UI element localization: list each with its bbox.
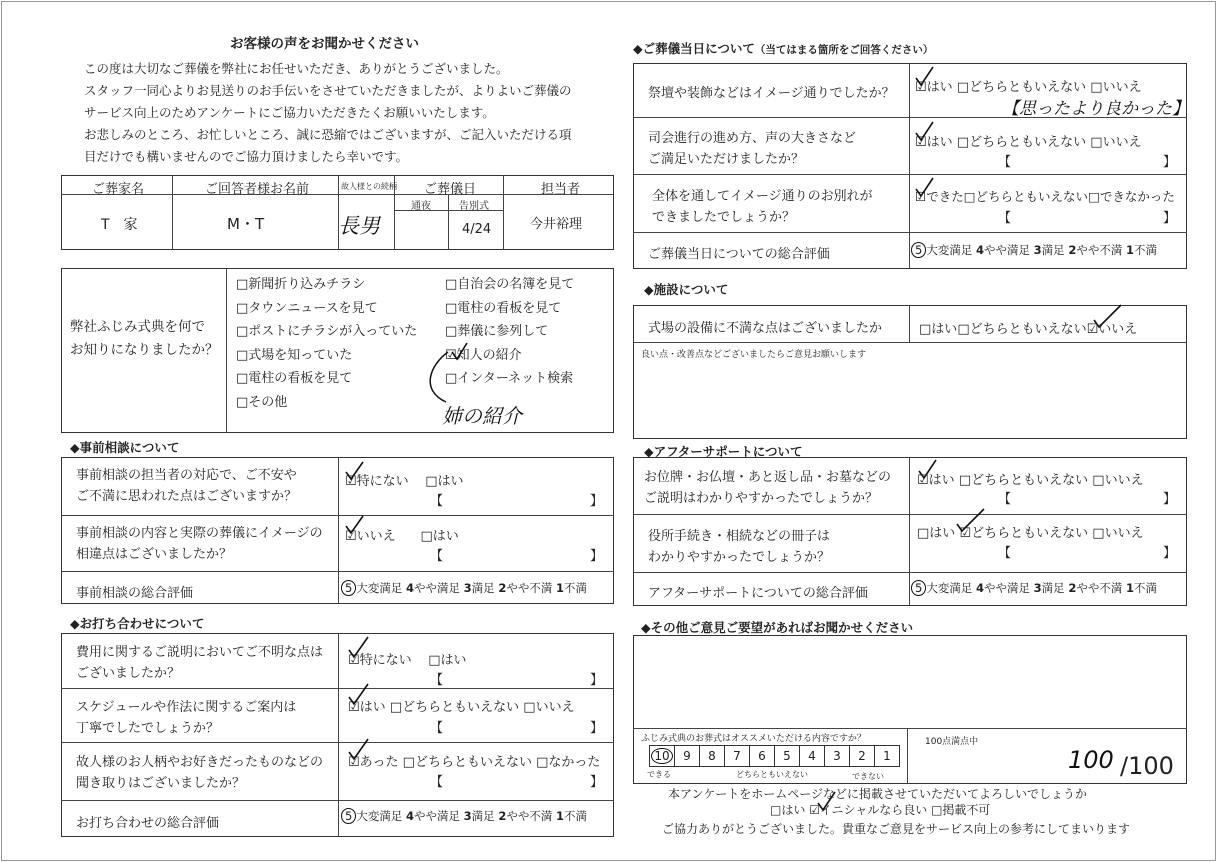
checkbox-no[interactable]: □いいえ xyxy=(1090,135,1142,150)
option-label: どちらともいえない xyxy=(969,135,1087,150)
rating-label: やや不満 xyxy=(1076,581,1123,595)
option-label: 知人の紹介 xyxy=(456,347,522,363)
intro-text xyxy=(84,58,572,168)
rating-label: 大変満足 xyxy=(926,243,973,257)
checkbox-yes[interactable]: □はい xyxy=(917,526,956,541)
option-label: 式場を知っていた xyxy=(248,347,353,363)
score-handwritten: 100 xyxy=(1068,746,1114,774)
rating-label: やや満足 xyxy=(984,581,1030,595)
rating-4[interactable]: 4 xyxy=(975,581,984,595)
option-label: あった xyxy=(359,755,399,770)
divider xyxy=(503,175,504,250)
option-label: 特にない xyxy=(359,653,412,668)
option-label: いいえ xyxy=(1104,526,1144,541)
rating-1[interactable]: 1 xyxy=(1126,243,1135,257)
divider xyxy=(338,633,339,837)
day-q3 xyxy=(652,186,873,228)
option-label: はい xyxy=(926,135,953,150)
option-label: はい xyxy=(926,80,953,95)
question-line: わかりやすかったでしょうか？ xyxy=(648,550,831,565)
staff-value: 今井裕理 xyxy=(530,217,583,232)
source-question-line: お知りになりましたか？ xyxy=(70,342,219,358)
question-line: スケジュールや作法に関するご案内は xyxy=(76,700,297,715)
option-label: 電柱の看板を見て xyxy=(457,300,562,316)
option-label: 掲載不可 xyxy=(942,803,991,817)
checkbox-neutral[interactable]: □どちらともいえない xyxy=(956,80,1087,95)
question-line: お位牌・お仏壇・あと返し品・お墓などの xyxy=(644,470,892,485)
rating-label: やや満足 xyxy=(984,243,1030,257)
option-label: はい xyxy=(929,526,956,541)
scale-10[interactable]: 10 xyxy=(651,748,672,764)
meeting-rating xyxy=(341,808,587,824)
divider xyxy=(226,268,227,433)
other-heading: ◆その他ご意見ご要望があればお聞かせください xyxy=(641,620,914,635)
survey-title: お客様の声をお聞かせください xyxy=(230,36,419,52)
comment-brackets: 【 xyxy=(430,775,444,790)
checkbox-referral[interactable]: ☑知人の紹介 xyxy=(445,347,522,363)
checkbox-publish-no[interactable]: □掲載不可 xyxy=(931,803,991,817)
question-line: ご説明はわかりやすかったでしょうか？ xyxy=(644,491,879,506)
thanks-text: ご協力ありがとうございました。貴重なご意見をサービス向上の参考にしてまいります xyxy=(662,822,1131,836)
checkbox-no[interactable]: □なかった xyxy=(536,755,601,770)
funeral-date-value: 4/24 xyxy=(462,222,492,237)
comment-brackets: 【 xyxy=(430,721,444,736)
comment-brackets: 【 xyxy=(430,673,444,688)
divider xyxy=(633,174,1187,175)
pre-consult-rating xyxy=(341,580,587,596)
checkbox-publish-yes[interactable]: □はい xyxy=(770,803,806,817)
recommend-scale xyxy=(649,745,900,767)
score-label: 100点満点中 xyxy=(925,737,979,747)
checkbox-yes[interactable]: ☑はい xyxy=(348,700,386,715)
option-label: はい xyxy=(432,529,459,544)
option-label: どちらともいえない xyxy=(975,189,1089,204)
checkbox-knew-venue[interactable]: □式場を知っていた xyxy=(236,347,353,363)
score-max: /100 xyxy=(1120,752,1174,780)
relation-value: 長男 xyxy=(338,214,380,238)
option-label: はい xyxy=(928,473,955,488)
checkbox-no[interactable]: □いいえ xyxy=(523,700,575,715)
day-heading-note: （当てはまる箇所をご回答ください） xyxy=(754,44,934,56)
option-label: いいえ xyxy=(1102,135,1142,150)
checkbox-yes[interactable]: ☑はい xyxy=(917,473,955,488)
rating-label: 大変満足 xyxy=(926,581,973,595)
checkbox-neutral[interactable]: □どちらともいえない xyxy=(957,322,1087,337)
rating-label: 大変満足 xyxy=(356,809,403,823)
checkbox-no[interactable]: □できなかった xyxy=(1088,189,1175,204)
rating-4[interactable]: 4 xyxy=(405,809,414,823)
family-name-value: T 家 xyxy=(101,217,138,233)
checkbox-no[interactable]: □いいえ xyxy=(1092,526,1144,541)
option-label: なかった xyxy=(548,755,601,770)
intro-line: この度は大切なご葬儀を弊社にお任せいただき、ありがとうございました。 xyxy=(84,61,509,76)
rating-label: 満足 xyxy=(471,809,495,823)
recommend-question: ふじみ式典のお葬式はオススメいただける内容ですか？ xyxy=(641,734,866,744)
rating-3[interactable]: 3 xyxy=(463,581,472,595)
option-label: その他 xyxy=(248,394,288,410)
day-q2 xyxy=(648,128,856,170)
option-label: 特にない xyxy=(356,474,409,489)
publish-options xyxy=(770,801,990,818)
label-staff: 担当者 xyxy=(541,182,581,197)
meeting-q3 xyxy=(76,752,323,794)
checkbox-neutral[interactable]: □どちらともいえない xyxy=(963,189,1089,204)
pre-consult-q2-options xyxy=(345,525,459,544)
rating-5[interactable]: 5 xyxy=(911,242,926,258)
comment-brackets: 【 xyxy=(430,494,444,509)
divider xyxy=(172,175,173,250)
label-funeral-date: ご葬儀日 xyxy=(424,182,477,197)
checkbox-publish-initials[interactable]: ☑イニシャルなら良い xyxy=(809,803,928,817)
label-funeral: 告別式 xyxy=(459,201,489,212)
day-heading-text: ◆ご葬儀当日について xyxy=(633,41,755,56)
rating-label: やや不満 xyxy=(506,581,553,595)
option-label: できなかった xyxy=(1099,189,1175,204)
divider xyxy=(909,457,910,606)
respondent-name-value: M・T xyxy=(227,215,265,233)
option-label: タウンニュースを見て xyxy=(248,300,378,316)
question-line: 司会進行の進め方、声の大きさなど xyxy=(648,131,857,146)
after-q2-options xyxy=(917,522,1144,541)
source-options-col2 xyxy=(445,273,574,391)
rating-label: 満足 xyxy=(471,581,495,595)
checkbox-no-concern[interactable]: ☑特にない xyxy=(348,653,412,668)
option-label: インターネット検索 xyxy=(457,371,574,386)
option-label: はい xyxy=(437,474,464,489)
after-q1 xyxy=(644,467,891,509)
label-family: ご葬家名 xyxy=(92,182,145,197)
option-label: いいえ xyxy=(1098,322,1138,337)
comment-brackets: 【 xyxy=(998,492,1012,507)
after-q2 xyxy=(648,526,830,568)
checkbox-no[interactable]: ☑いいえ xyxy=(1086,322,1138,337)
facility-comment-label: 良い点・改善点などございましたらご意見お願いします xyxy=(641,350,867,360)
rating-5[interactable]: 5 xyxy=(341,580,356,596)
facility-q1: 式場の設備に不満な点はございましたか xyxy=(648,321,883,336)
source-question-line: 弊社ふじみ式典を何で xyxy=(70,319,205,335)
after-rating xyxy=(911,580,1157,596)
rating-label: 不満 xyxy=(564,581,588,595)
scale-4[interactable]: 4 xyxy=(800,745,825,767)
intro-line: 目だけでも構いませんのでご協力頂けましたら幸いです。 xyxy=(84,149,409,164)
after-q3: アフターサポートについての総合評価 xyxy=(648,586,868,601)
question-line: 聞き取りはございましたか？ xyxy=(76,776,246,791)
day-q4: ご葬儀当日についての総合評価 xyxy=(648,247,830,262)
handwritten-source-note: 姉の紹介 xyxy=(442,404,522,428)
rating-4[interactable]: 4 xyxy=(405,581,414,595)
meeting-heading: ◆お打ち合わせについて xyxy=(70,616,205,631)
rating-label: やや満足 xyxy=(414,809,460,823)
checkbox-other[interactable]: □その他 xyxy=(236,394,288,410)
option-label: 葬儀に参列して xyxy=(457,324,549,339)
question-line: 故人様のお人柄やお好きだったものなどの xyxy=(76,755,324,770)
question-line: 事前相談の担当者の対応で、ご不安や xyxy=(76,468,297,483)
rating-2[interactable]: 2 xyxy=(498,581,507,595)
rating-label: やや満足 xyxy=(414,581,460,595)
scale-3[interactable]: 3 xyxy=(825,745,850,767)
checkbox-yes[interactable]: □はい xyxy=(428,653,467,668)
checkbox-yes[interactable]: □はい xyxy=(425,474,464,489)
source-question xyxy=(70,316,219,362)
comment-brackets: 】 xyxy=(1163,492,1177,507)
checkbox-town-news[interactable]: □タウンニュースを見て xyxy=(236,300,378,316)
rating-1[interactable]: 1 xyxy=(556,809,565,823)
divider xyxy=(338,457,339,604)
scale-high-label: できる xyxy=(647,770,671,779)
checkbox-pole-sign-2[interactable]: □電柱の看板を見て xyxy=(445,300,562,316)
option-label: 新聞折り込みチラシ xyxy=(248,277,366,292)
checkbox-no[interactable]: □いいえ xyxy=(1092,473,1144,488)
pre-consult-q1-options xyxy=(345,470,464,489)
scale-2[interactable]: 2 xyxy=(850,745,875,767)
comment-brackets: 【 xyxy=(998,211,1012,226)
rating-5[interactable]: 5 xyxy=(911,580,926,596)
rating-label: 不満 xyxy=(1134,243,1158,257)
option-label: はい xyxy=(440,653,467,668)
scale-1[interactable]: 1 xyxy=(875,745,900,767)
checkbox-no[interactable]: ☑いいえ xyxy=(345,529,396,544)
scale-9[interactable]: 9 xyxy=(675,745,700,767)
divider xyxy=(633,514,1187,515)
question-line: ございましたか？ xyxy=(76,666,181,681)
rating-label: 満足 xyxy=(1041,243,1065,257)
comment-brackets: 】 xyxy=(590,673,604,688)
comment-brackets: 】 xyxy=(1163,155,1177,170)
publish-question: 本アンケートをホームページなどに掲載させていただいてよろしいでしょうか xyxy=(668,787,1088,801)
handwritten-comment: 思ったより良かった xyxy=(1019,99,1172,119)
after-q1-options xyxy=(917,469,1144,488)
rating-1[interactable]: 1 xyxy=(1126,581,1135,595)
scale-6[interactable]: 6 xyxy=(750,745,775,767)
intro-line: スタッフ一同心よりお見送りのお手伝いをさせていただきましたが、よりよいご葬儀の xyxy=(84,83,572,98)
rating-5[interactable]: 5 xyxy=(341,808,356,824)
option-label: いいえ xyxy=(356,529,396,544)
meeting-q2 xyxy=(76,697,296,739)
rating-label: 不満 xyxy=(564,809,588,823)
scale-mid-label: どちらともいえない xyxy=(736,770,808,779)
facility-heading: ◆施設について xyxy=(644,282,729,297)
day-q1: 祭壇や装飾などはイメージ通りでしたか？ xyxy=(648,86,895,101)
divider xyxy=(907,728,908,784)
rating-label: 大変満足 xyxy=(356,581,403,595)
checkbox-pole-sign[interactable]: □電柱の看板を見て xyxy=(236,371,353,386)
question-line: 丁寧でしたでしょうか？ xyxy=(76,721,220,736)
day-q1-options xyxy=(915,76,1142,95)
rating-3[interactable]: 3 xyxy=(1033,581,1042,595)
divider xyxy=(633,232,1187,233)
intro-line: お悲しみのところ、お忙しいところ、誠に恐縮ではございますが、ご記入いただける項 xyxy=(84,127,572,142)
option-label: いいえ xyxy=(1104,473,1144,488)
option-label: どちらともいえない xyxy=(402,700,520,715)
comment-brackets: 】 xyxy=(590,549,604,564)
scale-5[interactable]: 5 xyxy=(775,745,800,767)
checkbox-internet[interactable]: □インターネット検索 xyxy=(445,371,574,386)
pre-consult-heading: ◆事前相談について xyxy=(70,440,180,455)
checkbox-no[interactable]: □いいえ xyxy=(1090,80,1142,95)
option-label: どちらともいえない xyxy=(969,322,1087,337)
comment-brackets: 【 xyxy=(430,549,444,564)
scale-7[interactable]: 7 xyxy=(725,745,750,767)
day-rating xyxy=(911,242,1157,258)
comment-brackets: 【 xyxy=(998,155,1012,170)
question-line: 相違点はございましたか？ xyxy=(76,547,233,562)
comment-brackets: 】 xyxy=(590,721,604,736)
day-q2-options xyxy=(915,131,1142,150)
rating-label: やや不満 xyxy=(506,809,553,823)
question-line: ご不満に思われた点はございますか？ xyxy=(76,489,298,504)
divider xyxy=(909,305,910,342)
scale-low-label: できない xyxy=(852,772,884,781)
option-label: できた xyxy=(926,189,964,204)
checkbox-yes[interactable]: □はい xyxy=(919,322,958,337)
option-label: どちらともいえない xyxy=(971,473,1089,488)
checkbox-attended[interactable]: □葬儀に参列して xyxy=(445,324,549,339)
comment-brackets: 】 xyxy=(1163,211,1177,226)
comment-brackets: 】 xyxy=(590,775,604,790)
after-heading: ◆アフターサポートについて xyxy=(644,444,803,459)
checkbox-yes[interactable]: ☑できた xyxy=(915,189,964,204)
check-marks xyxy=(0,0,10,10)
meeting-q1 xyxy=(76,642,323,684)
rating-3[interactable]: 3 xyxy=(1033,243,1042,257)
question-line: 全体を通してイメージ通りのお別れが xyxy=(652,189,873,204)
divider xyxy=(633,572,1187,573)
rating-3[interactable]: 3 xyxy=(463,809,472,823)
option-label: どちらともいえない xyxy=(414,755,532,770)
scale-8[interactable]: 8 xyxy=(700,745,725,767)
intro-line: サービス向上のためアンケートにご協力いただきたくお願いいたします。 xyxy=(84,105,495,120)
question-line: 事前相談の内容と実際の葬儀にイメージの xyxy=(76,526,323,541)
question-line: 役所手続き・相続などの冊子は xyxy=(648,529,831,544)
checkbox-neutral[interactable]: ☑どちらともいえない xyxy=(959,526,1089,541)
option-label: イニシャルなら良い xyxy=(819,803,928,817)
rating-label: 満足 xyxy=(1041,581,1065,595)
divider xyxy=(633,728,1187,729)
divider xyxy=(448,194,449,250)
rating-2[interactable]: 2 xyxy=(498,809,507,823)
rating-label: 不満 xyxy=(1134,581,1158,595)
checkbox-newspaper[interactable]: □新聞折り込みチラシ xyxy=(236,277,366,292)
pre-consult-q1 xyxy=(76,465,297,507)
checkbox-flyer[interactable]: □ポストにチラシが入っていた xyxy=(236,324,418,339)
rating-label: やや不満 xyxy=(1076,243,1123,257)
comment-brackets: 】 xyxy=(590,494,604,509)
label-wake: 通夜 xyxy=(411,201,431,212)
option-label: どちらともいえない xyxy=(971,526,1089,541)
comment-brackets: 】 xyxy=(1163,546,1177,561)
checkbox-yes[interactable]: □はい xyxy=(420,529,459,544)
pre-consult-q2 xyxy=(76,523,323,565)
rating-1[interactable]: 1 xyxy=(556,581,565,595)
option-label: はい xyxy=(931,322,958,337)
checkbox-neighborhood[interactable]: □自治会の名簿を見て xyxy=(445,277,575,292)
question-line: ご満足いただけましたか？ xyxy=(648,152,805,167)
comment-brackets: 【 xyxy=(998,546,1012,561)
meeting-q3-options xyxy=(348,751,600,770)
day-heading xyxy=(633,39,933,57)
divider xyxy=(633,342,1187,343)
label-relation: 故人様との続柄 xyxy=(341,182,397,191)
option-label: ポストにチラシが入っていた xyxy=(248,324,418,339)
option-label: はい xyxy=(781,803,806,817)
rating-2[interactable]: 2 xyxy=(1068,581,1077,595)
checkbox-neutral[interactable]: □どちらともいえない xyxy=(958,473,1089,488)
checkbox-no-concern[interactable]: ☑特にない xyxy=(345,474,409,489)
rating-2[interactable]: 2 xyxy=(1068,243,1077,257)
checkbox-neutral[interactable]: □どちらともいえない xyxy=(402,755,532,770)
question-line: できましたでしょうか？ xyxy=(652,210,796,225)
option-label: 自治会の名簿を見て xyxy=(457,277,575,292)
checkbox-yes[interactable]: ☑はい xyxy=(915,80,953,95)
meeting-q2-options xyxy=(348,696,575,715)
checkbox-yes[interactable]: ☑はい xyxy=(915,135,953,150)
checkbox-yes[interactable]: ☑あった xyxy=(348,755,399,770)
day-q1-handwritten: 【思ったより良かった】 xyxy=(1002,99,1189,119)
pre-consult-q3: 事前相談の総合評価 xyxy=(76,586,194,601)
day-q3-options xyxy=(915,187,1175,205)
source-options-col1 xyxy=(236,273,417,414)
rating-4[interactable]: 4 xyxy=(975,243,984,257)
label-respondent-name: ご回答者様お名前 xyxy=(205,182,310,197)
option-label: 電柱の看板を見て xyxy=(248,371,353,386)
question-line: 費用に関するご説明においてご不明な点は xyxy=(76,645,324,660)
checkbox-neutral[interactable]: □どちらともいえない xyxy=(389,700,520,715)
option-label: どちらともいえない xyxy=(969,80,1087,95)
divider xyxy=(909,63,910,269)
meeting-q1-options xyxy=(348,649,467,668)
checkbox-neutral[interactable]: □どちらともいえない xyxy=(956,135,1087,150)
option-label: いいえ xyxy=(1102,80,1142,95)
meeting-q4: お打ち合わせの総合評価 xyxy=(76,816,220,831)
option-label: いいえ xyxy=(535,700,575,715)
option-label: はい xyxy=(359,700,386,715)
